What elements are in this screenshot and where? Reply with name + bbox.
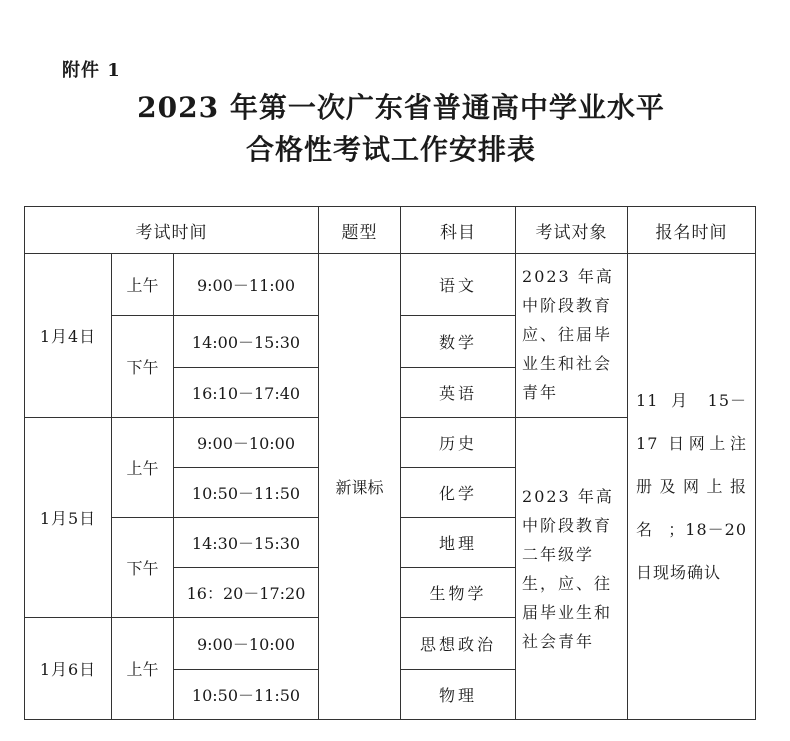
subject-cell: 地理 [401,518,516,568]
time-cell: 9:00－10:00 [174,618,319,670]
header-exam-time: 考试时间 [25,207,319,254]
header-registration: 报名时间 [628,207,756,254]
time-cell: 16:10－17:40 [174,368,319,418]
question-type-cell [319,254,401,720]
target-cell [516,418,628,720]
attachment-label: 附件 1 [62,60,121,81]
subject-cell: 生物学 [401,568,516,618]
subject-cell: 英语 [401,368,516,418]
document-title-line-1: 2023 年第一次广东省普通高中学业水平 [137,91,665,124]
table-row [25,254,756,316]
time-cell: 9:00－11:00 [174,254,319,316]
time-cell: 16：20－17:20 [174,568,319,618]
session-cell: 上午 [112,418,174,518]
registration-text: 11 月 15－17 日网上注册及网上报名；18－20 日现场确认 [636,391,748,582]
time-cell: 9:00－10:00 [174,418,319,468]
question-type-text: 新课标 [335,478,384,497]
date-cell: 1月4日 [25,254,112,418]
exam-schedule-table [24,206,756,720]
target-text: 2023 年高中阶段教育应、往届毕业生和社会青年 [522,267,614,402]
document-title-line-2: 合格性考试工作安排表 [245,133,536,166]
header-question-type: 题型 [319,207,401,254]
date-cell: 1月5日 [25,418,112,618]
session-cell: 下午 [112,518,174,618]
subject-cell: 思想政治 [401,618,516,670]
time-cell: 10:50－11:50 [174,670,319,720]
table-header-row [25,207,756,254]
target-text: 2023 年高中阶段教育二年级学生，应、往届毕业生和社会青年 [522,486,614,651]
time-cell: 10:50－11:50 [174,468,319,518]
subject-cell: 历史 [401,418,516,468]
header-target: 考试对象 [516,207,628,254]
session-cell: 下午 [112,316,174,418]
time-cell: 14:30－15:30 [174,518,319,568]
time-cell: 14:00－15:30 [174,316,319,368]
session-cell: 上午 [112,254,174,316]
date-cell: 1月6日 [25,618,112,720]
header-subject: 科目 [401,207,516,254]
subject-cell: 化学 [401,468,516,518]
registration-cell [628,254,756,720]
subject-cell: 数学 [401,316,516,368]
session-cell: 上午 [112,618,174,720]
subject-cell: 物理 [401,670,516,720]
subject-cell: 语文 [401,254,516,316]
target-cell [516,254,628,418]
